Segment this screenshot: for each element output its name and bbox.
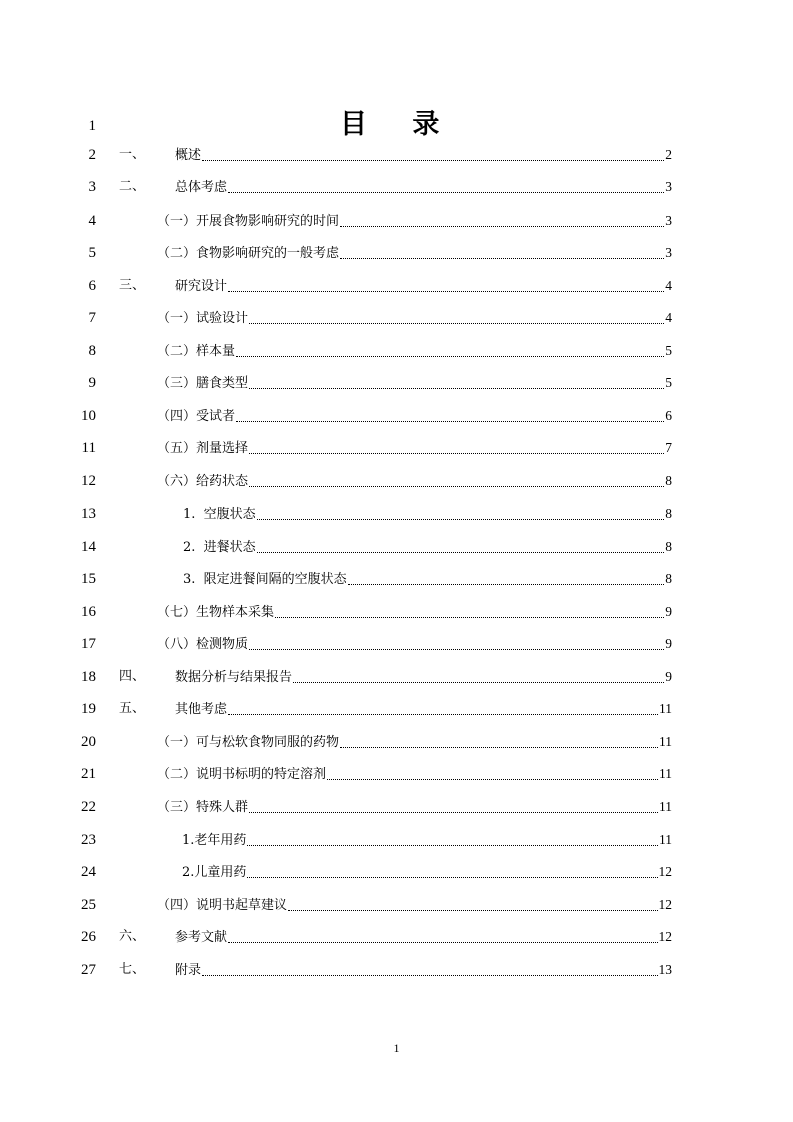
toc-entry-link[interactable] — [157, 634, 672, 655]
dot-leader — [249, 811, 658, 813]
toc-row — [0, 373, 793, 393]
toc-row — [0, 308, 793, 328]
toc-entry-link[interactable] — [175, 960, 672, 981]
toc-entry-link[interactable] — [183, 537, 672, 558]
line-number: 22 — [81, 799, 96, 815]
toc-entry-label: 附录 — [175, 963, 202, 978]
dot-leader — [340, 225, 664, 227]
toc-row — [0, 830, 793, 850]
section-number: 六、 — [119, 929, 146, 944]
line-number: 13 — [81, 506, 96, 522]
dot-leader — [293, 681, 664, 683]
toc-page-number: 8 — [665, 539, 672, 554]
toc-entry-label: 总体考虑 — [175, 180, 228, 195]
toc-page-number: 9 — [665, 604, 672, 619]
dot-leader — [249, 322, 664, 324]
section-number: 一、 — [119, 147, 146, 162]
dot-leader — [228, 941, 657, 943]
toc-row — [0, 471, 793, 491]
line-number: 24 — [81, 864, 96, 880]
toc-row — [0, 699, 793, 719]
toc-page-number: 12 — [658, 864, 672, 879]
line-number: 19 — [81, 701, 96, 717]
toc-entry-label: 1. 空腹状态 — [183, 507, 256, 522]
toc-entry-link[interactable] — [157, 764, 672, 785]
toc-row — [0, 504, 793, 524]
line-number: 6 — [88, 278, 96, 294]
dot-leader — [348, 583, 665, 585]
page-number: 1 — [393, 1041, 400, 1055]
toc-page-number: 5 — [665, 343, 672, 358]
line-number: 14 — [81, 539, 96, 555]
toc-entry-label: （七）生物样本采集 — [157, 605, 275, 620]
line-number: 17 — [81, 636, 96, 652]
line-number: 25 — [81, 897, 96, 913]
dot-leader — [236, 420, 664, 422]
toc-entry-label: 3. 限定进餐间隔的空腹状态 — [183, 572, 347, 587]
toc-page-number: 3 — [665, 245, 672, 260]
toc-entry-label: 1.老年用药 — [182, 833, 247, 848]
toc-row — [0, 406, 793, 426]
toc-entry-label: 其他考虑 — [175, 702, 228, 717]
toc-entry-label: （五）剂量选择 — [157, 441, 249, 456]
toc-entry-link[interactable] — [157, 895, 672, 916]
toc-row — [0, 276, 793, 296]
dot-leader — [249, 648, 664, 650]
line-number: 5 — [88, 245, 96, 261]
line-number: 18 — [81, 669, 96, 685]
toc-entry-link[interactable] — [182, 862, 672, 883]
toc-page-number: 8 — [665, 571, 672, 586]
toc-row — [0, 862, 793, 882]
toc-entry-link[interactable] — [175, 145, 672, 166]
line-number: 1 — [88, 118, 96, 134]
toc-entry-link[interactable] — [175, 276, 672, 297]
dot-leader — [327, 778, 658, 780]
toc-row — [0, 960, 793, 980]
toc-entry-label: （一）开展食物影响研究的时间 — [157, 214, 340, 229]
toc-page-number: 12 — [658, 929, 672, 944]
line-number: 16 — [81, 604, 96, 620]
toc-entry-link[interactable] — [175, 667, 672, 688]
dot-leader — [257, 551, 665, 553]
dot-leader — [249, 387, 664, 389]
toc-entry-link[interactable] — [157, 438, 672, 459]
toc-page-number: 8 — [665, 506, 672, 521]
toc-page-number: 4 — [665, 278, 672, 293]
toc-entry-label: （一）可与松软食物同服的药物 — [157, 735, 340, 750]
toc-entry-link[interactable] — [157, 406, 672, 427]
section-number: 二、 — [119, 179, 146, 194]
line-number: 2 — [88, 147, 96, 163]
toc-row — [0, 797, 793, 817]
toc-entry-label: 数据分析与结果报告 — [175, 670, 293, 685]
dot-leader — [228, 191, 664, 193]
toc-entry-label: 2.儿童用药 — [182, 865, 247, 880]
toc-entry-link[interactable] — [157, 373, 672, 394]
toc-page-number: 12 — [658, 897, 672, 912]
toc-page-number: 11 — [659, 766, 672, 781]
toc-entry-link[interactable] — [182, 830, 672, 851]
dot-leader — [340, 257, 664, 259]
dot-leader — [249, 485, 664, 487]
dot-leader — [202, 974, 657, 976]
toc-entry-label: 研究设计 — [175, 279, 228, 294]
toc-row — [0, 145, 793, 165]
toc-page-number: 5 — [665, 375, 672, 390]
toc-entry-label: （二）样本量 — [157, 344, 236, 359]
toc-row — [0, 895, 793, 915]
toc-page-number: 4 — [665, 310, 672, 325]
line-number: 26 — [81, 929, 96, 945]
toc-entry-link[interactable] — [157, 211, 672, 232]
dot-leader — [257, 518, 665, 520]
toc-entry-link[interactable] — [175, 927, 672, 948]
line-number: 12 — [81, 473, 96, 489]
toc-page-number: 9 — [665, 636, 672, 651]
toc-entry-label: （一）试验设计 — [157, 311, 249, 326]
toc-row — [0, 537, 793, 557]
dot-leader — [236, 355, 664, 357]
section-number: 五、 — [119, 701, 146, 716]
toc-row — [0, 732, 793, 752]
toc-entry-link[interactable] — [157, 308, 672, 329]
toc-entry-label: （二）说明书标明的特定溶剂 — [157, 767, 327, 782]
toc-row — [0, 341, 793, 361]
toc-row — [0, 764, 793, 784]
page-title: 目 录 — [340, 109, 458, 140]
toc-page-number: 11 — [659, 799, 672, 814]
dot-leader — [340, 746, 658, 748]
toc-entry-label: 2. 进餐状态 — [183, 540, 256, 555]
toc-row — [0, 927, 793, 947]
toc-row — [0, 177, 793, 197]
toc-row — [0, 438, 793, 458]
dot-leader — [288, 909, 657, 911]
section-number: 七、 — [119, 962, 146, 977]
toc-entry-link[interactable] — [157, 732, 672, 753]
line-number: 10 — [81, 408, 96, 424]
toc-entry-label: 概述 — [175, 148, 202, 163]
section-number: 四、 — [119, 669, 146, 684]
toc-entry-label: （三）特殊人群 — [157, 800, 249, 815]
toc-entry-link[interactable] — [157, 602, 672, 623]
dot-leader — [228, 290, 664, 292]
toc-page-number: 9 — [665, 669, 672, 684]
toc-page-number: 11 — [659, 734, 672, 749]
line-number: 20 — [81, 734, 96, 750]
toc-page-number: 11 — [659, 701, 672, 716]
dot-leader — [275, 616, 664, 618]
toc-entry-link[interactable] — [157, 341, 672, 362]
line-number: 23 — [81, 832, 96, 848]
toc-row — [0, 243, 793, 263]
dot-leader — [247, 876, 657, 878]
toc-entry-label: （六）给药状态 — [157, 474, 249, 489]
toc-entry-link[interactable] — [183, 569, 672, 590]
dot-leader — [249, 452, 664, 454]
toc-page-number: 11 — [659, 832, 672, 847]
toc-entry-label: （二）食物影响研究的一般考虑 — [157, 246, 340, 261]
line-number: 11 — [81, 440, 96, 456]
line-number: 8 — [88, 343, 96, 359]
toc-row — [0, 602, 793, 622]
line-number: 21 — [81, 766, 96, 782]
line-number: 9 — [88, 375, 96, 391]
toc-entry-label: （四）受试者 — [157, 409, 236, 424]
toc-page-number: 2 — [665, 147, 672, 162]
toc-entry-link[interactable] — [157, 471, 672, 492]
toc-entry-label: （三）膳食类型 — [157, 376, 249, 391]
toc-entry-link[interactable] — [183, 504, 672, 525]
dot-leader — [228, 713, 658, 715]
section-number: 三、 — [119, 278, 146, 293]
toc-row — [0, 667, 793, 687]
toc-entry-link[interactable] — [175, 177, 672, 198]
line-number: 3 — [88, 179, 96, 195]
toc-entry-label: （四）说明书起草建议 — [157, 898, 288, 913]
line-number: 4 — [88, 213, 96, 229]
toc-page-number: 8 — [665, 473, 672, 488]
toc-page-number: 6 — [665, 408, 672, 423]
toc-row — [0, 634, 793, 654]
toc-page-number: 7 — [665, 440, 672, 455]
dot-leader — [202, 159, 664, 161]
toc-row — [0, 211, 793, 231]
toc-entry-link[interactable] — [157, 243, 672, 264]
toc-entry-label: （八）检测物质 — [157, 637, 249, 652]
toc-row — [0, 569, 793, 589]
toc-page-number: 3 — [665, 179, 672, 194]
toc-page-number: 3 — [665, 213, 672, 228]
toc-page-number: 13 — [658, 962, 672, 977]
line-number: 7 — [88, 310, 96, 326]
line-number: 15 — [81, 571, 96, 587]
toc-entry-link[interactable] — [175, 699, 672, 720]
line-number: 27 — [81, 962, 96, 978]
dot-leader — [247, 844, 658, 846]
toc-entry-label: 参考文献 — [175, 930, 228, 945]
toc-entry-link[interactable] — [157, 797, 672, 818]
